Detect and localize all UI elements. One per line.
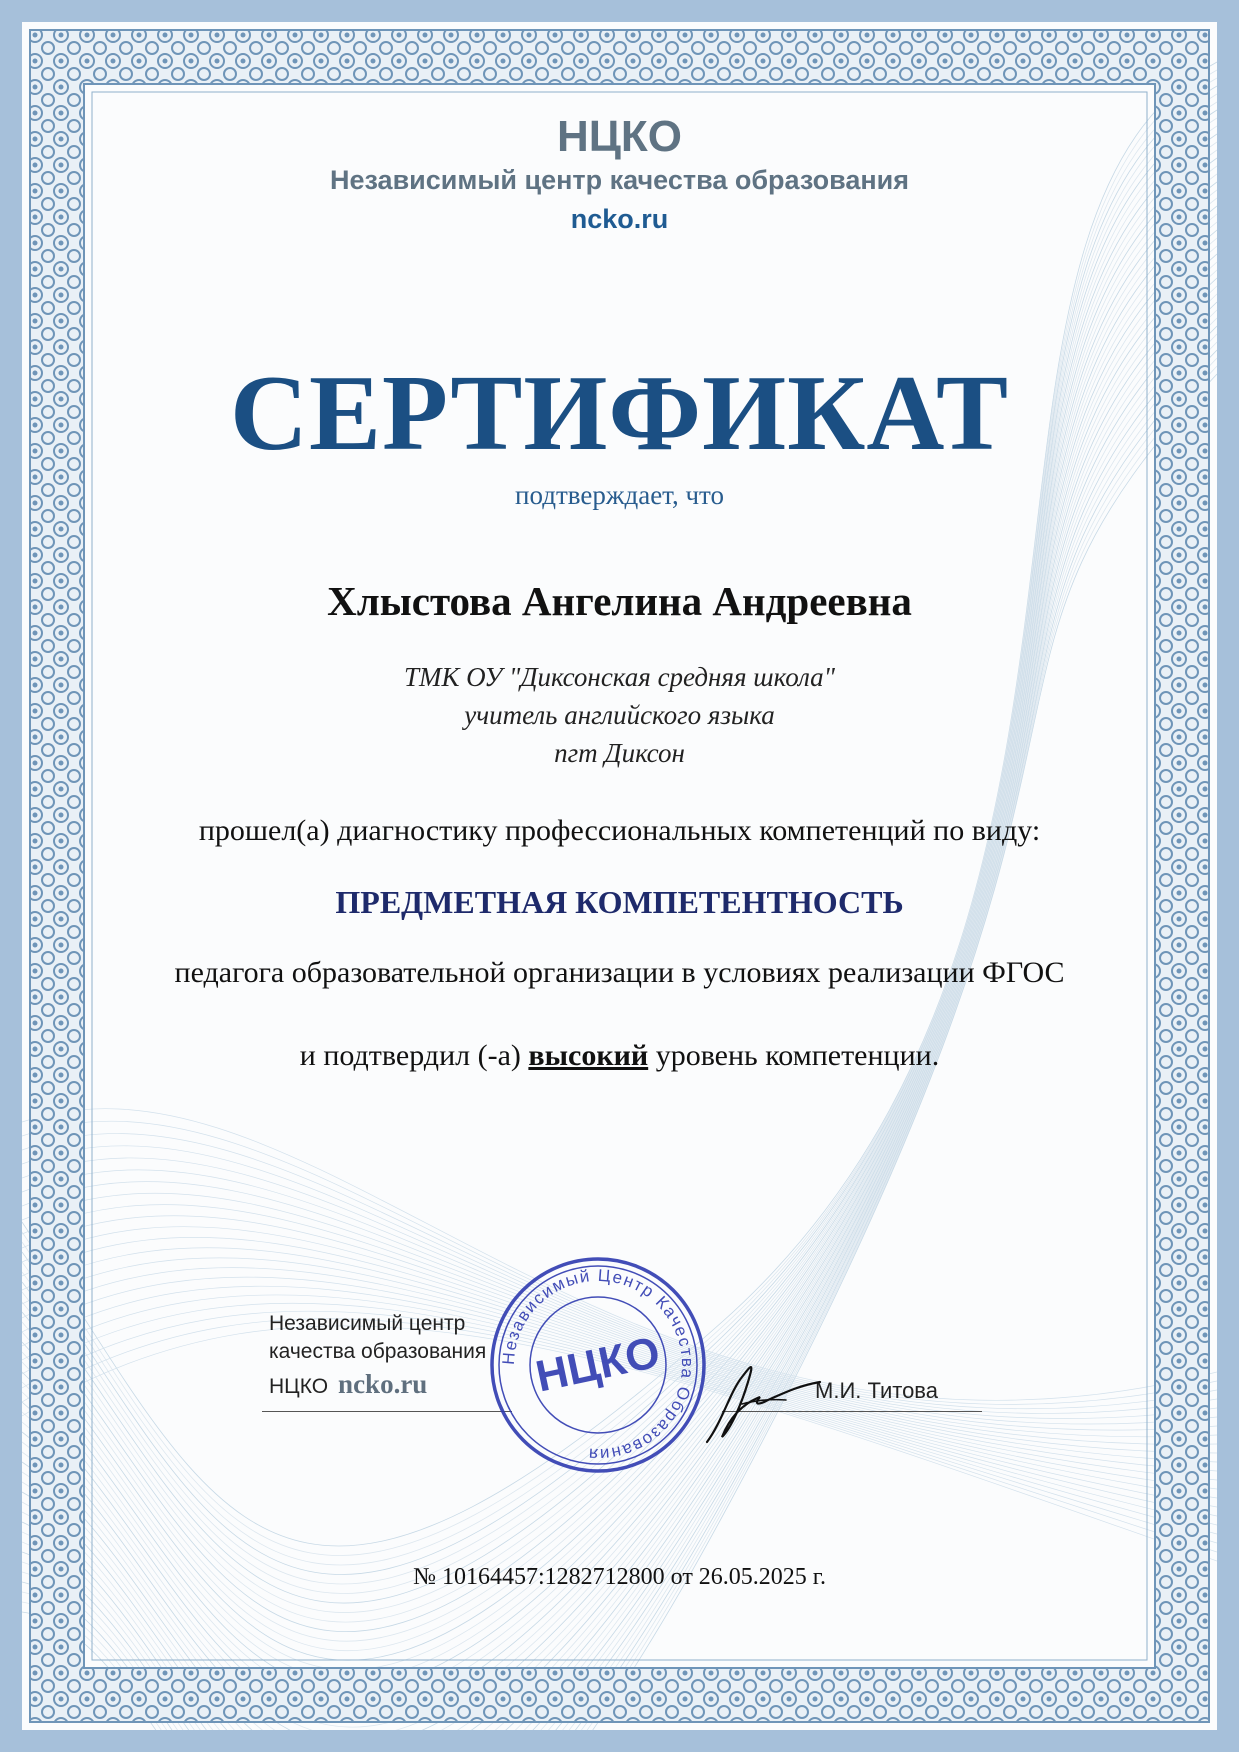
confirmed-suffix: уровень компетенции.	[655, 1039, 940, 1072]
organization-stamp	[487, 1254, 709, 1476]
signature-line-left	[262, 1411, 512, 1412]
certificate-title: СЕРТИФИКАТ	[230, 354, 1009, 473]
stamp-ring-text: Независимый Центр Качества Образования	[498, 1265, 698, 1465]
certificate-sheet	[22, 22, 1217, 1730]
handwritten-signature	[702, 1342, 822, 1452]
confirms-text: подтверждает, что	[515, 480, 724, 510]
affiliation-position: учитель английского языка	[464, 700, 775, 730]
signature-org-abbr: НЦКО	[269, 1375, 329, 1398]
signature-org-line-2: качества образования	[269, 1340, 487, 1363]
signature-org-line-1: Независимый центр	[269, 1312, 466, 1335]
certificate-number: № 10164457:1282712800 от 26.05.2025 г.	[413, 1564, 826, 1590]
organization-abbr: НЦКО	[557, 112, 682, 161]
affiliation-locality: пгт Диксон	[554, 738, 685, 768]
affiliation-school: ТМК ОУ "Диксонская средняя школа"	[403, 662, 836, 692]
teacher-context-text: педагога образовательной организации в условиях реализации ФГОС	[174, 956, 1065, 989]
organization-full-name: Независимый центр качества образования	[329, 165, 910, 195]
confirmed-prefix: и подтвердил (-а)	[299, 1039, 521, 1072]
signature-org-line-3	[269, 1369, 427, 1400]
organization-site-link[interactable]: ncko.ru	[570, 204, 669, 234]
stamp-center-text: НЦКО	[531, 1327, 665, 1402]
competence-level: высокий	[528, 1039, 649, 1072]
person-name: Хлыстова Ангелина Андреевна	[327, 578, 912, 624]
signature-org-site: ncko.ru	[338, 1369, 428, 1399]
passed-diagnostics-text: прошел(а) диагностику профессиональных компетенций по виду:	[198, 814, 1041, 847]
competency-type: ПРЕДМЕТНАЯ КОМПЕТЕНТНОСТЬ	[335, 884, 904, 920]
signer-name: М.И. Титова	[815, 1378, 938, 1403]
confirmed-level-line	[22, 1039, 1217, 1073]
